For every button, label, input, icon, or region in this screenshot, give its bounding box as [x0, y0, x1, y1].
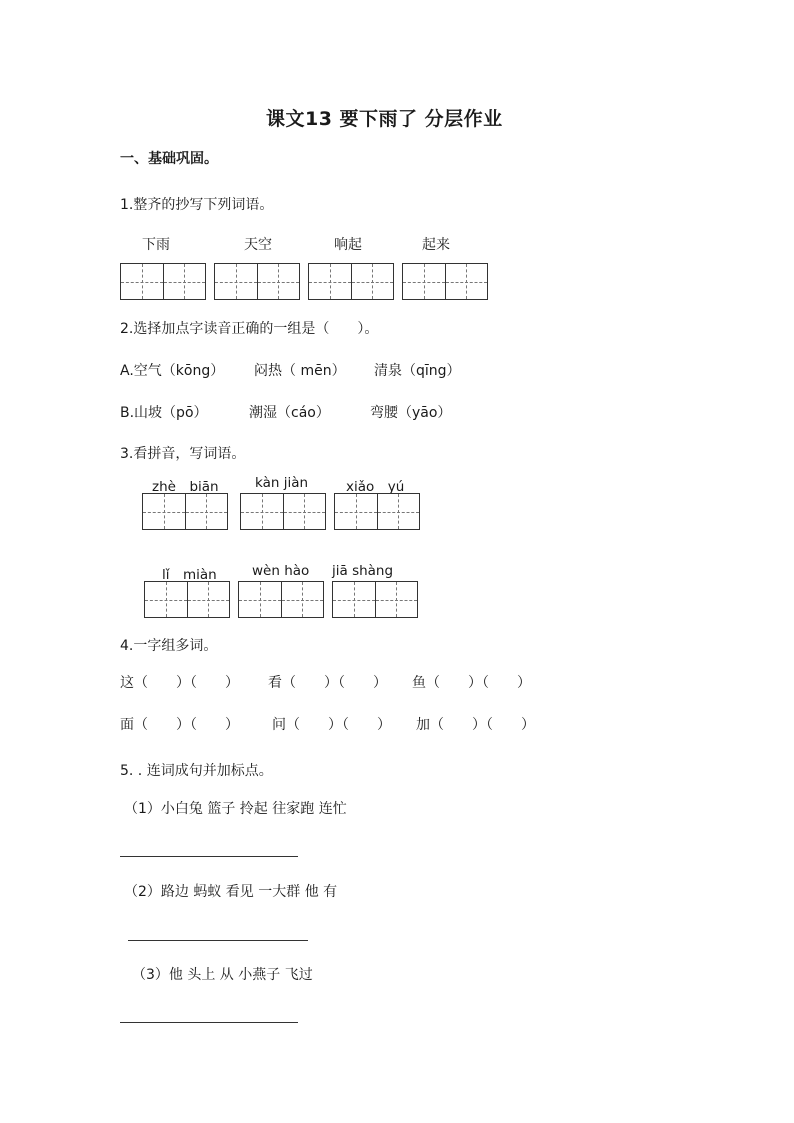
pinyin-label: kàn jiàn	[255, 475, 309, 491]
writing-grid[interactable]	[120, 263, 206, 300]
question-4-prompt: 4.一字组多词。	[120, 638, 218, 654]
answer-line[interactable]	[120, 856, 298, 857]
word-group-item[interactable]: 看（ ）（ ）	[268, 675, 387, 691]
question-1-prompt: 1.整齐的抄写下列词语。	[120, 197, 274, 213]
writing-grid[interactable]	[402, 263, 488, 300]
page-title: 课文13 要下雨了 分层作业	[266, 108, 503, 130]
question-3-prompt: 3.看拼音，写词语。	[120, 446, 246, 462]
writing-grid[interactable]	[308, 263, 394, 300]
word-group-item[interactable]: 面（ ）（ ）	[120, 717, 239, 733]
answer-line[interactable]	[128, 940, 308, 941]
pinyin-label: zhè biān	[152, 479, 219, 495]
option-a-item: 闷热（ mēn）	[254, 363, 346, 379]
answer-line[interactable]	[120, 1022, 298, 1023]
q1-word: 下雨	[142, 237, 170, 253]
q1-word: 响起	[334, 237, 362, 253]
option-b-item: 弯腰（yāo）	[370, 405, 452, 421]
sentence-words: （2）路边 蚂蚁 看见 一大群 他 有	[124, 884, 338, 900]
writing-grid[interactable]	[334, 493, 420, 530]
option-b-item: 潮湿（cáo）	[249, 405, 330, 421]
q1-word: 天空	[244, 237, 272, 253]
word-group-item[interactable]: 加（ ）（ ）	[416, 717, 535, 733]
question-5-prompt: 5. . 连词成句并加标点。	[120, 763, 273, 779]
word-group-item[interactable]: 这（ ）（ ）	[120, 675, 239, 691]
pinyin-label: xiǎo yú	[346, 479, 405, 495]
word-group-item[interactable]: 鱼（ ）（ ）	[412, 675, 531, 691]
question-2-prompt: 2.选择加点字读音正确的一组是（ ）。	[120, 321, 379, 337]
writing-grid[interactable]	[144, 581, 230, 618]
q1-word: 起来	[422, 237, 450, 253]
section-heading: 一、基础巩固。	[120, 151, 218, 167]
sentence-words: （1）小白兔 篮子 拎起 往家跑 连忙	[124, 801, 347, 817]
option-a-item: 清泉（qīng）	[374, 363, 461, 379]
pinyin-label: wèn hào	[252, 563, 310, 579]
pinyin-label: lǐ miàn	[162, 567, 217, 583]
word-group-item[interactable]: 问（ ）（ ）	[272, 717, 391, 733]
option-a-item[interactable]: A.空气（kōng）	[120, 363, 225, 379]
writing-grid[interactable]	[238, 581, 324, 618]
option-b-item[interactable]: B.山坡（pō）	[120, 405, 208, 421]
writing-grid[interactable]	[332, 581, 418, 618]
sentence-words: （3）他 头上 从 小燕子 飞过	[132, 967, 313, 983]
pinyin-label: jiā shàng	[332, 563, 394, 579]
writing-grid[interactable]	[214, 263, 300, 300]
writing-grid[interactable]	[142, 493, 228, 530]
writing-grid[interactable]	[240, 493, 326, 530]
